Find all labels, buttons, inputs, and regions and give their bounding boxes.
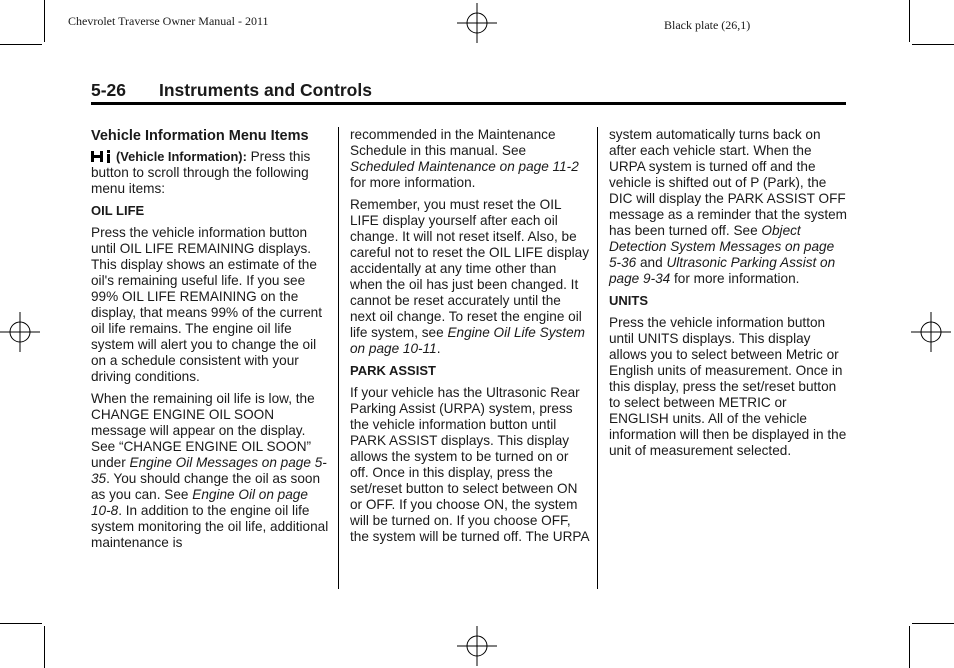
crop-mark: [912, 623, 954, 624]
plate-label: Black plate (26,1): [664, 18, 751, 32]
text-run: When the remaining oil life is low, the CHANGE ENGINE OIL SOON message will appear on the display. See “CHANGE ENGINE OIL SOON” under: [91, 391, 315, 470]
paragraph: Press the vehicle information button until UNITS displays. This display allows you to select between Metric or English units of measurement. Once in this display, press the set/reset button to select between METRIC or ENGLISH units. All of the vehicle information will then be displayed in the unit of measurement selected.: [609, 315, 847, 458]
page-title: [91, 80, 372, 101]
column-3: [609, 127, 847, 465]
column-divider: [338, 127, 339, 589]
page-number: 5-26: [91, 80, 127, 100]
text-run: Remember, you must reset the OIL LIFE display yourself after each oil change. It will not reset itself. Also, be careful not to reset the OIL LIFE display accidentally at any time other than when the oil has just been changed. It cannot be reset accurately until the next oil change. To reset the engine oil life system, see: [350, 197, 590, 340]
vehicle-information-icon: [91, 150, 113, 163]
manual-title: Chevrolet Traverse Owner Manual - 2011: [68, 14, 269, 28]
crop-mark: [0, 623, 42, 624]
crop-mark: [0, 44, 42, 45]
section-title: Instruments and Controls: [159, 80, 372, 100]
text-run: and: [636, 255, 667, 270]
subheading-units: UNITS: [609, 293, 648, 308]
text-run: for more information.: [350, 175, 476, 190]
registration-mark-icon: [457, 626, 497, 666]
cross-reference-link[interactable]: Engine Oil on page 10-8: [91, 487, 308, 518]
subheading-oil-life: OIL LIFE: [91, 203, 145, 218]
text-run: . You should change the oil as soon as you can. See: [91, 471, 321, 502]
crop-mark: [909, 626, 910, 668]
text-run: .: [436, 341, 441, 356]
registration-mark-icon: [457, 3, 497, 43]
column-divider: [597, 127, 598, 589]
text-run: . In addition to the engine oil life system monitoring the oil life, additional maintenance is: [91, 503, 329, 550]
paragraph: If your vehicle has the Ultrasonic Rear Parking Assist (URPA) system, press the vehicle information button until PARK ASSIST displays. This display allows the system to be turned on or off. Once in this display, press the set/reset button to select between ON or OFF. If you choose ON, the system will be turned on. If you choose OFF, the system will be turned off. The URPA: [350, 385, 590, 544]
paragraph: Press the vehicle information button until OIL LIFE REMAINING displays. This display shows an estimate of the oil's remaining useful life. If you see 99% OIL LIFE REMAINING on the display, that means 99% of the current oil life remains. The engine oil life system will alert you to change the oil on a schedule consistent with your driving conditions.: [91, 225, 322, 384]
column-2: [350, 127, 590, 551]
registration-mark-icon: [911, 312, 951, 352]
paragraph: [350, 127, 590, 191]
paragraph: [91, 149, 329, 197]
lead-text: Press this button to scroll through the following menu items:: [91, 149, 311, 196]
subheading-park-assist: PARK ASSIST: [350, 363, 436, 378]
paragraph: [350, 197, 590, 357]
lead-label: (Vehicle Information):: [116, 149, 247, 164]
cross-reference-link[interactable]: Engine Oil Messages on page 5-35: [91, 455, 327, 486]
text-run: for more information.: [670, 271, 800, 286]
paragraph: [609, 127, 847, 287]
crop-mark: [912, 44, 954, 45]
section-heading: Vehicle Information Menu Items: [91, 128, 309, 144]
text-run: system automatically turns back on after each vehicle start. When the URPA system is turned off and the vehicle is shifted out of P (Park), the DIC will display the PARK ASSIST OFF message as a reminder that the system has been turned off. See: [609, 127, 847, 238]
paragraph: [91, 391, 329, 551]
text-run: recommended in the Maintenance Schedule in this manual. See: [350, 127, 556, 158]
cross-reference-link[interactable]: Object Detection System Messages on page 5-36: [609, 223, 835, 270]
crop-mark: [44, 626, 45, 668]
cross-reference-link[interactable]: Engine Oil Life System on page 10-11: [350, 325, 585, 356]
title-rule: [91, 102, 846, 105]
registration-mark-icon: [0, 312, 40, 352]
crop-mark: [909, 0, 910, 42]
crop-mark: [44, 0, 45, 42]
column-1: [91, 127, 329, 557]
cross-reference-link[interactable]: Ultrasonic Parking Assist on page 9-34: [609, 255, 836, 286]
cross-reference-link[interactable]: Scheduled Maintenance on page 11-2: [350, 159, 579, 174]
